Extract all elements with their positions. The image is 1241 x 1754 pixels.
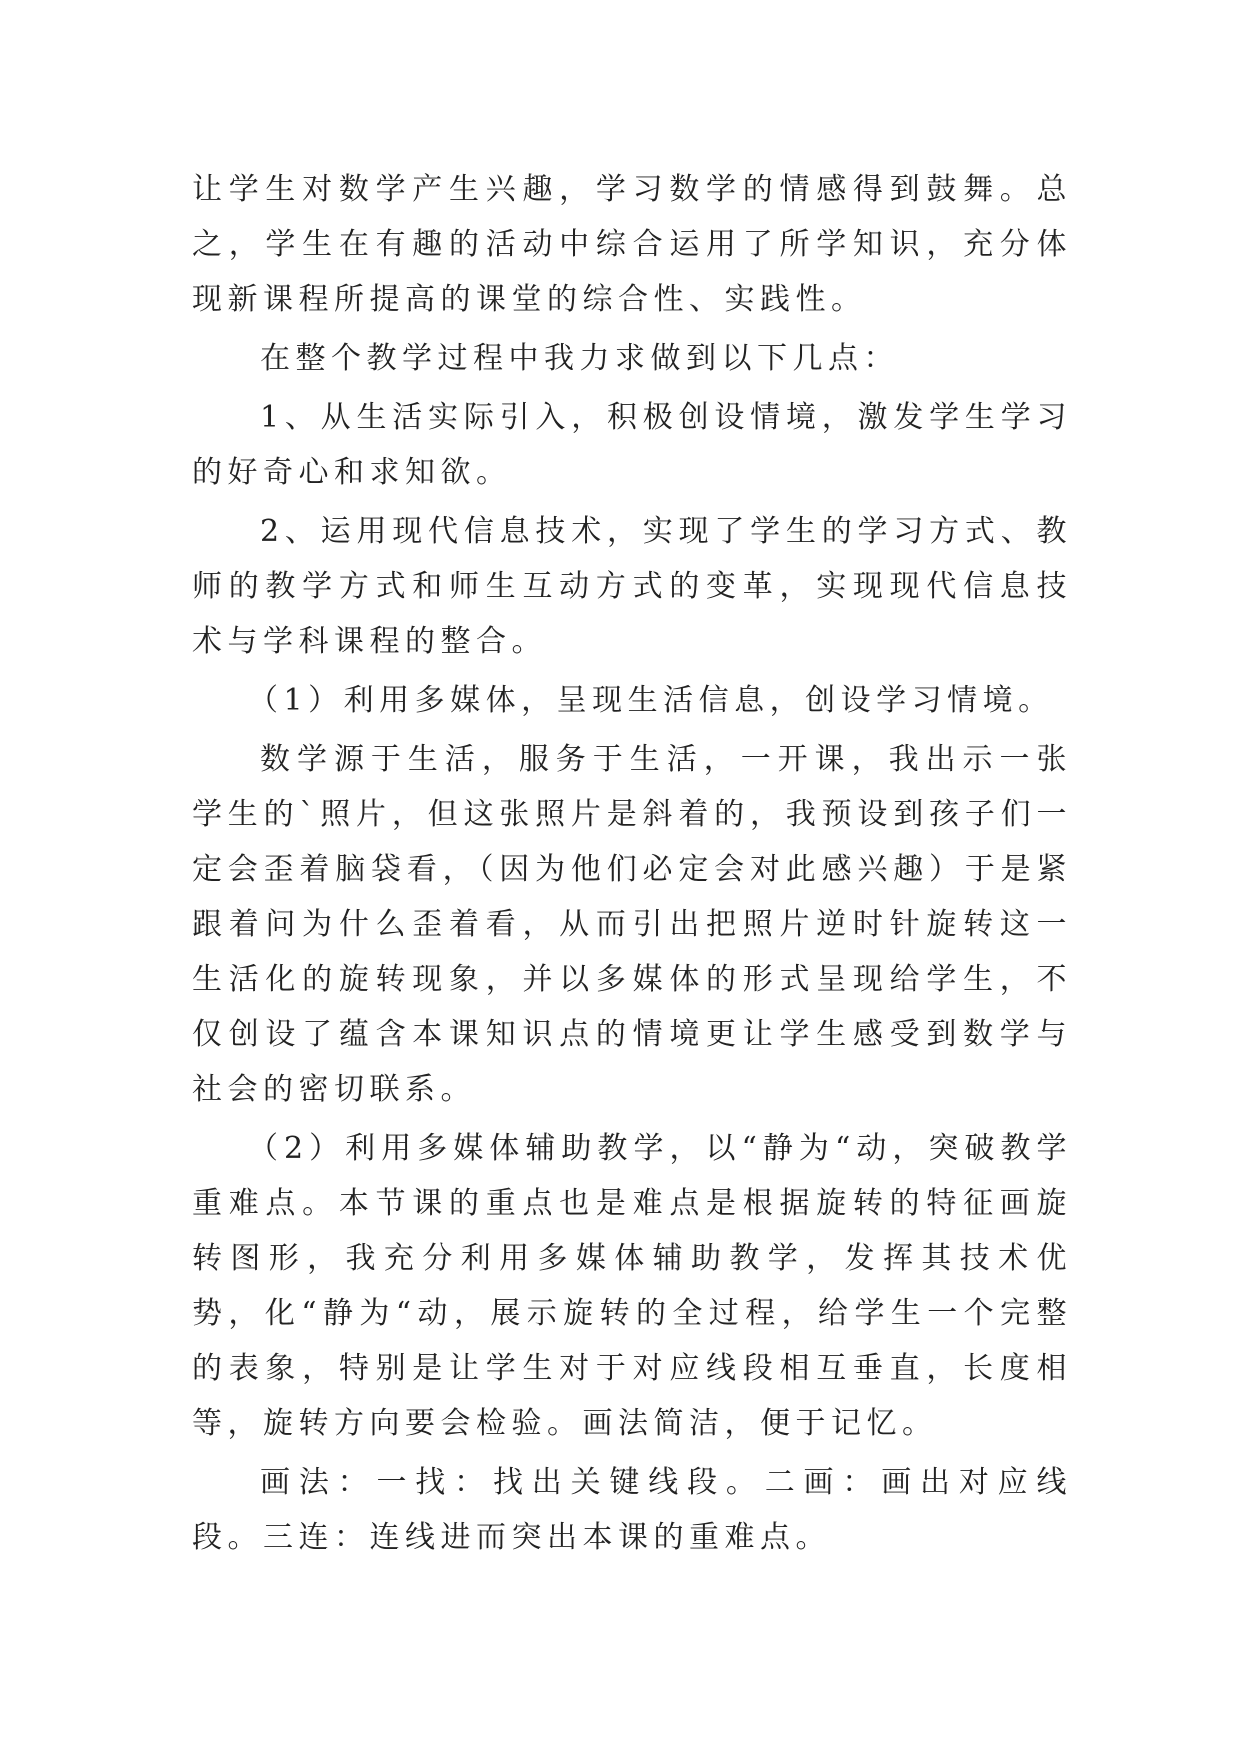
paragraph-drawing-method: 画法：一找：找出关键线段。二画：画出对应线段。三连：连线进而突出本课的重难点。 bbox=[192, 1465, 1072, 1555]
paragraph-subpoint-2: （2）利用多媒体辅助教学，以“静为“动，突破教学重难点。本节课的重点也是难点是根据旋转的特征画旋转图形，我充分利用多媒体辅助教学，发挥其技术优势，化“静为“动，展示旋转的全过程，给学生一个完整的表象，特别是让学生对于对应线段相互垂直，长度相等，旋转方向要会检验。画法简洁，便于记忆。 bbox=[192, 1131, 1072, 1441]
paragraph-intro-conclusion: 让学生对数学产生兴趣，学习数学的情感得到鼓舞。总之，学生在有趣的活动中综合运用了所学知识，充分体现新课程所提高的课堂的综合性、实践性。 bbox=[192, 172, 1072, 317]
paragraph-key-points-heading: 在整个教学过程中我力求做到以下几点： bbox=[260, 341, 899, 376]
paragraph-point-1: 1、从生活实际引入，积极创设情境，激发学生学习的好奇心和求知欲。 bbox=[192, 400, 1072, 490]
paragraph-subpoint-1-heading: （1）利用多媒体，呈现生活信息，创设学习情境。 bbox=[248, 683, 1054, 718]
paragraph-subpoint-1-body: 数学源于生活，服务于生活，一开课，我出示一张学生的`照片，但这张照片是斜着的，我预设到孩子们一定会歪着脑袋看，（因为他们必定会对此感兴趣）于是紧跟着问为什么歪着看，从而引出把照片逆时针旋转这一生活化的旋转现象，并以多媒体的形式呈现给学生，不仅创设了蕴含本课知识点的情境更让学生感受到数学与社会的密切联系。 bbox=[192, 742, 1072, 1107]
document-body bbox=[192, 162, 1072, 1569]
paragraph-point-2: 2、运用现代信息技术，实现了学生的学习方式、教师的教学方式和师生互动方式的变革，实现现代信息技术与学科课程的整合。 bbox=[192, 514, 1072, 659]
